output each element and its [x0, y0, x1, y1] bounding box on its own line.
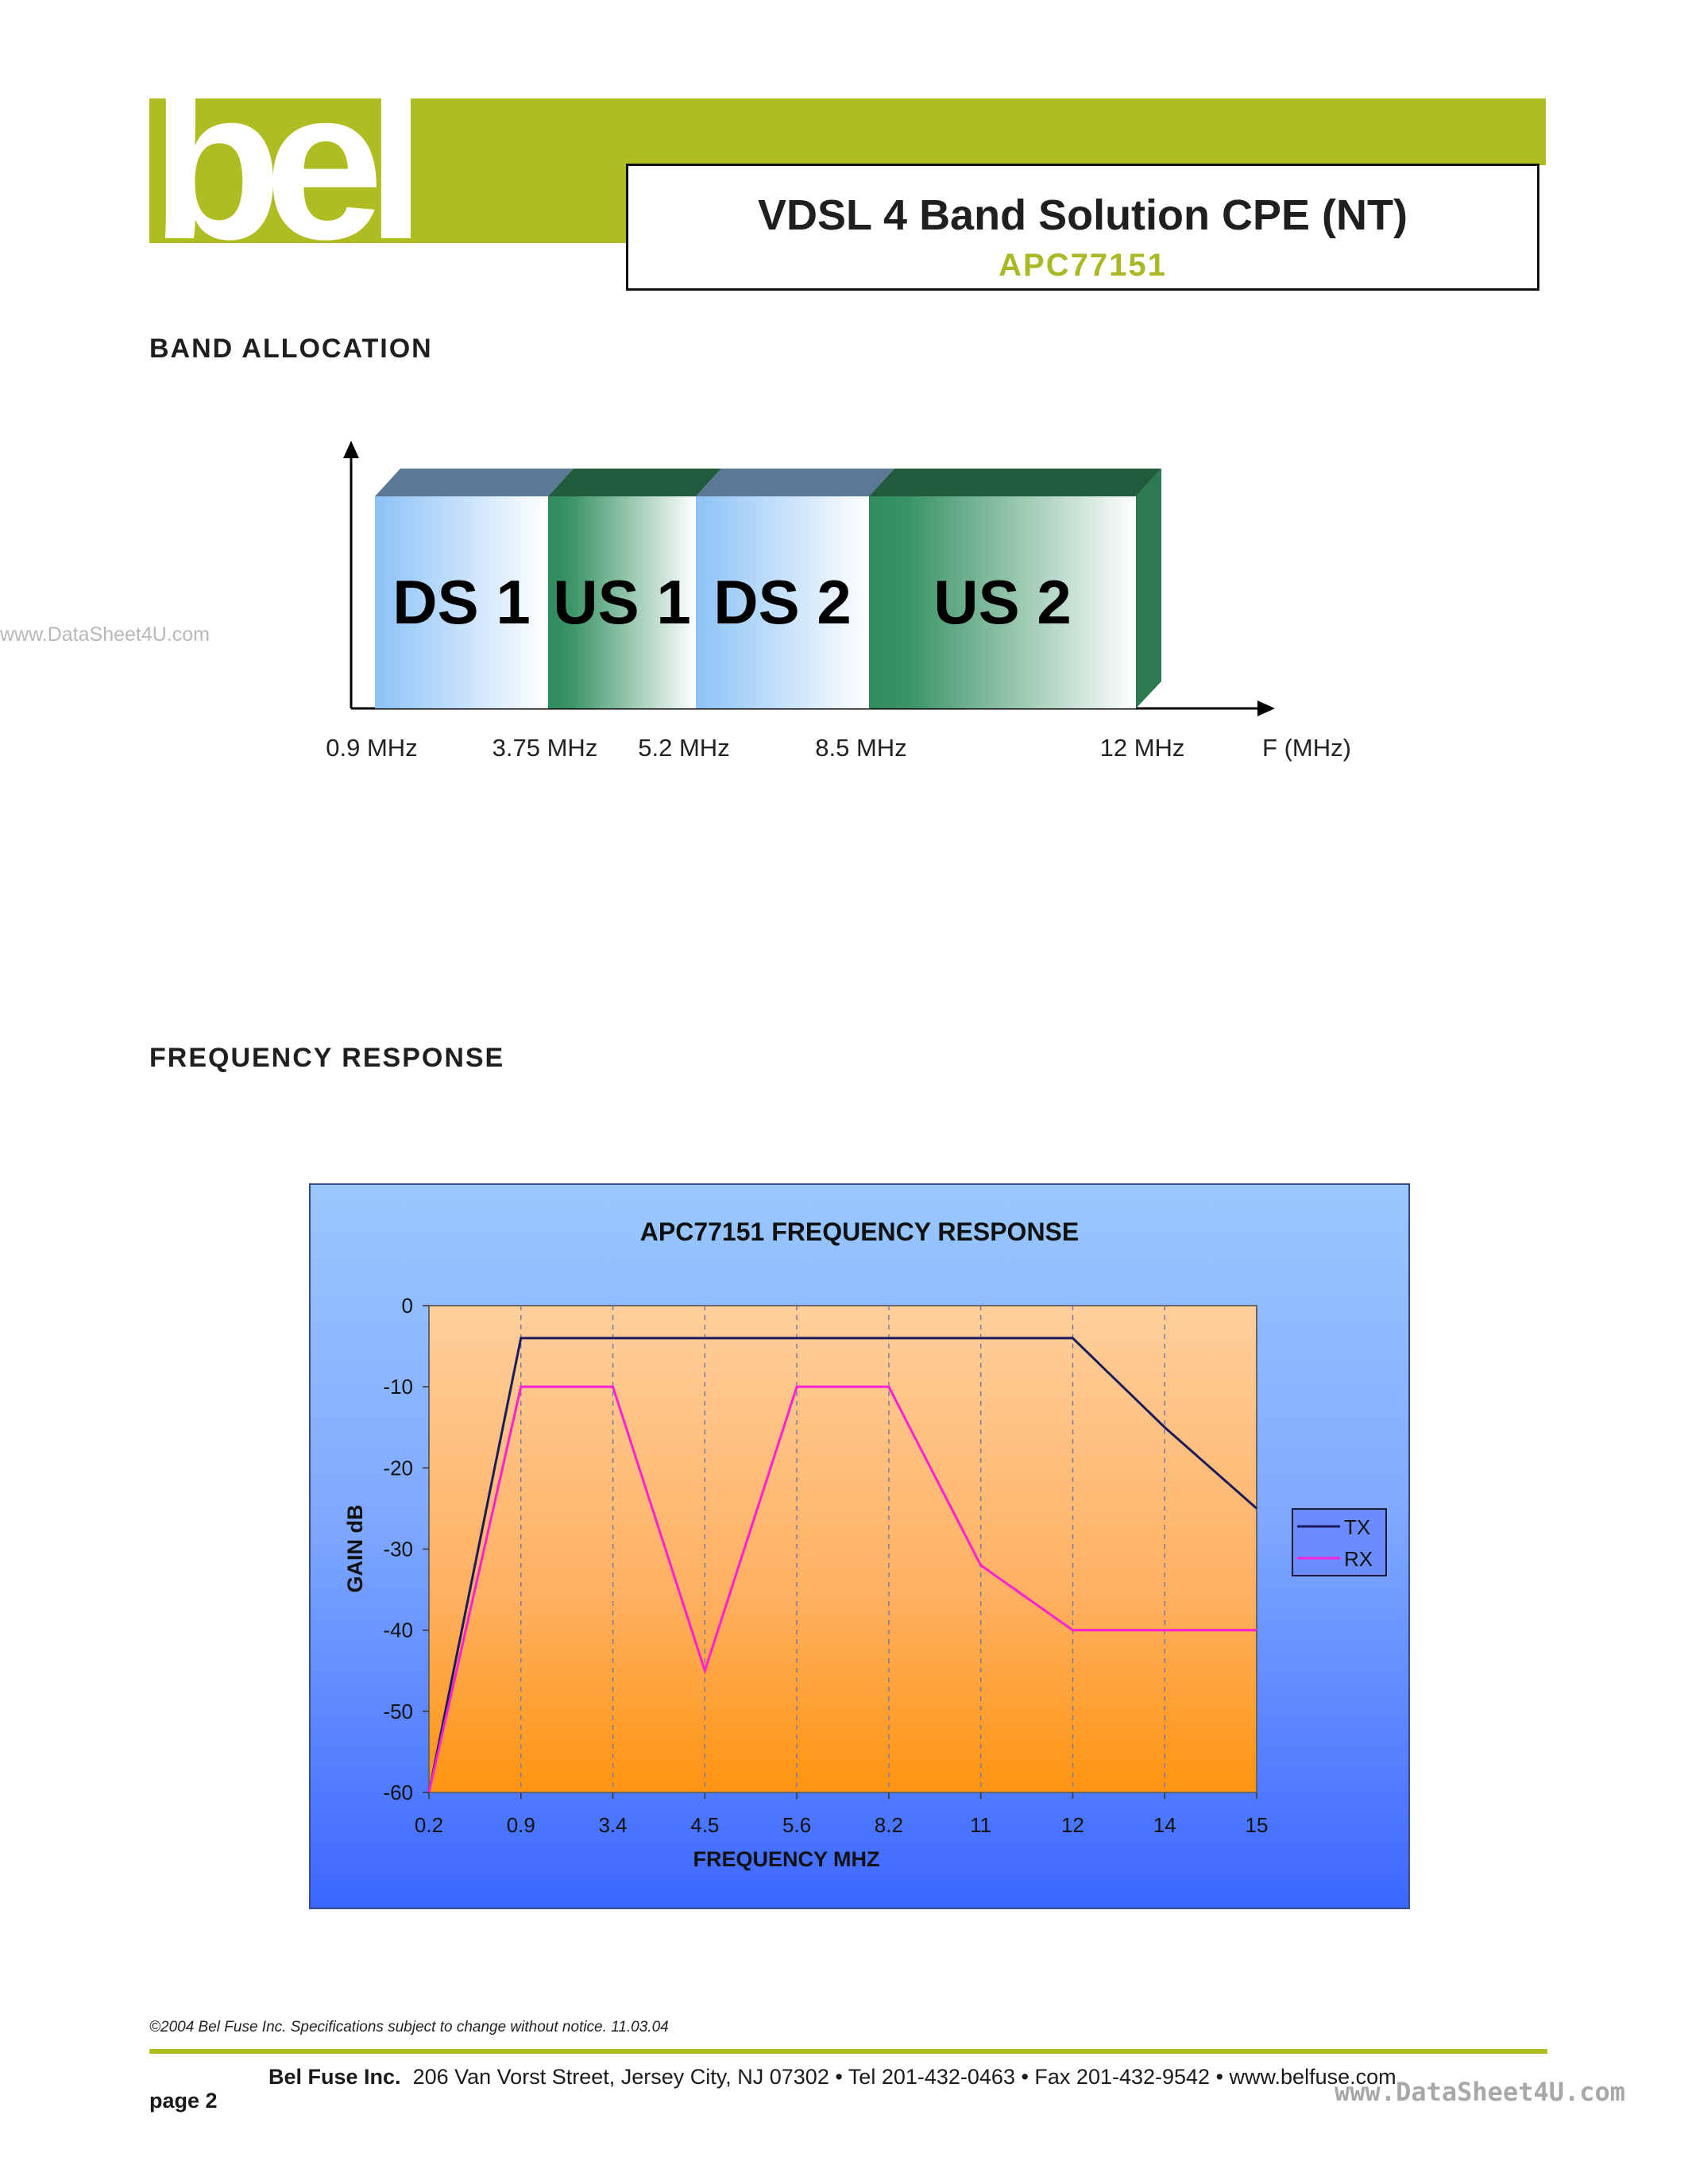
y-tick-label: -60 — [383, 1781, 413, 1804]
x-tick-label: 0.9 — [506, 1813, 535, 1837]
footer-company-details: 206 Van Vorst Street, Jersey City, NJ 07302 • Tel 201-432-0463 • Fax 201-432-9542 • www.belfuse.com — [412, 2065, 1396, 2089]
y-tick-label: -20 — [383, 1456, 413, 1480]
band-label-us2: US 2 — [933, 567, 1072, 637]
y-tick-label: 0 — [401, 1294, 413, 1318]
band-x-axis-arrow — [1257, 700, 1275, 716]
y-tick-label: -10 — [383, 1375, 413, 1399]
ds1-top-face — [375, 469, 574, 496]
x-tick-label: 0.2 — [414, 1813, 444, 1837]
plot-area — [429, 1306, 1257, 1792]
x-tick-label: 14 — [1153, 1813, 1176, 1837]
band-label-us1: US 1 — [553, 567, 691, 637]
page-number: page 2 — [149, 2089, 218, 2113]
us2-side-face — [1136, 469, 1161, 708]
x-tick-label: 12 — [1060, 1813, 1084, 1837]
part-number: APC77151 — [999, 248, 1167, 283]
band-tick-12: 12 MHz — [1099, 734, 1185, 762]
y-axis-label: GAIN dB — [343, 1504, 367, 1593]
band-allocation-diagram — [318, 441, 1390, 782]
section-frequency-response: FREQUENCY RESPONSE — [149, 1043, 505, 1073]
x-tick-label: 5.6 — [782, 1813, 812, 1837]
band-y-axis-arrow — [343, 441, 359, 458]
band-axis-label: F (MHz) — [1262, 734, 1351, 762]
footer-rule — [149, 2049, 1547, 2054]
watermark-right: www.DataSheet4U.com — [1335, 2077, 1626, 2107]
y-tick-label: -50 — [383, 1699, 413, 1723]
legend-label-tx: TX — [1344, 1515, 1371, 1539]
x-tick-label: 15 — [1245, 1813, 1269, 1837]
x-axis-label: FREQUENCY MHZ — [693, 1847, 880, 1871]
us1-top-face — [548, 469, 721, 496]
ds2-top-face — [696, 469, 894, 496]
document-title: VDSL 4 Band Solution CPE (NT) — [757, 191, 1408, 239]
band-tick-0.9: 0.9 MHz — [326, 734, 418, 762]
band-label-ds1: DS 1 — [392, 567, 531, 637]
legend-label-rx: RX — [1344, 1547, 1373, 1571]
bel-logo: bel — [151, 45, 409, 284]
copyright-notice: ©2004 Bel Fuse Inc. Specifications subject to change without notice. 11.03.04 — [149, 2019, 669, 2035]
x-tick-label: 4.5 — [690, 1813, 720, 1837]
x-tick-label: 8.2 — [874, 1813, 903, 1837]
us2-top-face — [869, 469, 1161, 496]
x-tick-label: 3.4 — [598, 1813, 628, 1837]
section-band-allocation: BAND ALLOCATION — [149, 334, 433, 364]
chart-title: APC77151 FREQUENCY RESPONSE — [639, 1217, 1080, 1246]
band-tick-3.75: 3.75 MHz — [492, 734, 598, 762]
y-tick-label: -40 — [383, 1618, 413, 1642]
y-tick-label: -30 — [383, 1537, 413, 1561]
watermark-left: www.DataSheet4U.com — [0, 623, 211, 646]
footer-company-name: Bel Fuse Inc. — [268, 2065, 401, 2089]
x-tick-label: 11 — [970, 1813, 992, 1837]
footer-company-info — [268, 2065, 1396, 2089]
band-tick-8.5: 8.5 MHz — [815, 734, 907, 762]
frequency-response-chart — [309, 1183, 1410, 1909]
chart-legend — [1292, 1509, 1386, 1576]
band-label-ds2: DS 2 — [713, 567, 852, 637]
band-tick-5.2: 5.2 MHz — [638, 734, 730, 762]
